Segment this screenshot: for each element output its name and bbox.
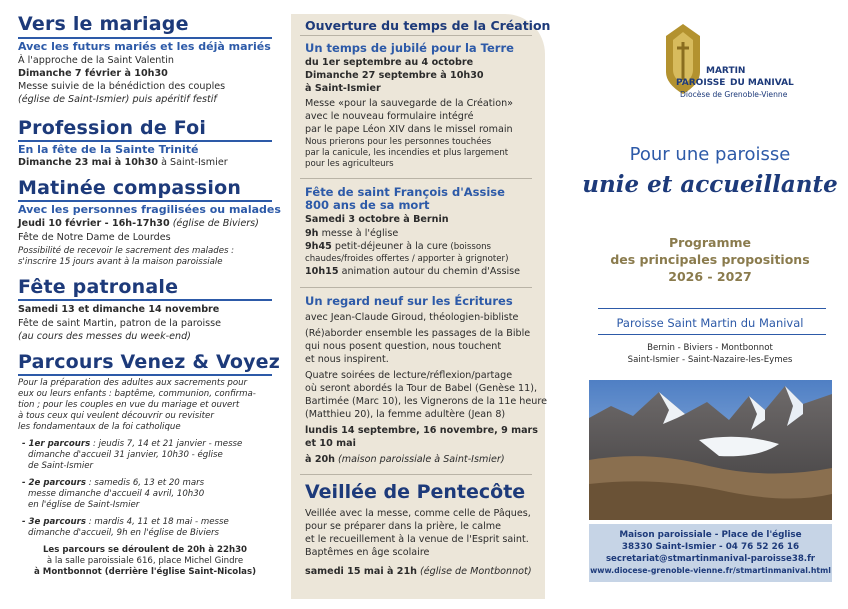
compassion-note: Possibilité de recevoir le sacrement des malades : xyxy=(18,246,235,256)
veillee-line: Baptêmes en âge scolaire xyxy=(305,547,430,558)
compassion-note: s'inscrire 15 jours avant à la maison paroissiale xyxy=(18,257,223,267)
francois-line: 10h15 animation autour du chemin d'Assise xyxy=(305,266,521,277)
parcours-intro: à tous ceux qui veulent découvrir ou revisiter xyxy=(18,411,214,421)
compassion-line: Fête de Notre Dame de Lourdes xyxy=(18,232,171,243)
patronale-date: Samedi 13 et dimanche 14 novembre xyxy=(18,304,220,315)
parcours-intro: Pour la préparation des adultes aux sacrements pour xyxy=(18,378,248,388)
parcours-3-line: dimanche d'accueil, 9h en l'église de Biviers xyxy=(28,528,220,538)
parcours-2-line: en l'église de Saint-Ismier xyxy=(28,500,140,510)
jubile-date: à Saint-Ismier xyxy=(305,83,381,94)
francois-date: Samedi 3 octobre à Bernin xyxy=(305,214,449,225)
ecritures-dates: et 10 mai xyxy=(305,438,356,449)
jubile-line: Messe «pour la sauvegarde de la Création» xyxy=(305,98,514,109)
veillee-line: Veillée avec la messe, comme celle de Pâques, xyxy=(305,508,531,519)
parcours-intro: les fondamentaux de la foi catholique xyxy=(18,422,181,432)
parcours-footer: à la salle paroissiale 616, place Michel Gindre xyxy=(46,556,244,566)
jubile-note: pour les agriculteurs xyxy=(305,159,394,169)
jubile-line: avec le nouveau formulaire intégré xyxy=(305,111,474,122)
ecritures-line: Quatre soirées de lecture/réflexion/partage xyxy=(305,370,513,381)
ecritures-line: Bartimée (Marc 10), les Vignerons de la 11e heure xyxy=(305,396,547,407)
parcours-1-line: dimanche d'accueil 31 janvier, 10h30 - église xyxy=(28,450,223,460)
patronale-line: Fête de saint Martin, patron de la paroisse xyxy=(18,318,222,329)
parcours-2: - 2e parcours : samedis 6, 13 et 20 mars xyxy=(22,478,205,488)
veillee-date: samedi 15 mai à 21h (église de Montbonnot) xyxy=(305,566,532,577)
mariage-subtitle: Avec les futurs mariés et les déjà mariés xyxy=(18,40,271,53)
jubile-date: Dimanche 27 septembre à 10h30 xyxy=(305,70,484,81)
contact-phone: 38330 Saint-Ismier - 04 76 52 26 16 xyxy=(621,542,800,552)
mariage-title: Vers le mariage xyxy=(18,13,189,35)
programme-line: Programme xyxy=(669,235,751,250)
ecritures-title: Un regard neuf sur les Écritures xyxy=(305,294,513,308)
divider xyxy=(598,334,826,335)
jubile-line: par le pape Léon XIV dans le missel romain xyxy=(305,124,513,135)
parcours-2-line: messe dimanche d'accueil 4 avril, 10h30 xyxy=(28,489,205,499)
parcours-intro: eux ou leurs enfants : baptême, communion, confirma- xyxy=(18,389,256,399)
foi-date: Dimanche 23 mai à 10h30 à Saint-Ismier xyxy=(18,157,228,168)
ecritures-line: et nous inspirent. xyxy=(305,354,389,365)
mariage-date: Dimanche 7 février à 10h30 xyxy=(18,68,168,79)
villages: Saint-Ismier - Saint-Nazaire-les-Eymes xyxy=(627,355,793,365)
tagline-2: unie et accueillante xyxy=(582,171,838,198)
jubile-note: par la canicule, les incendies et plus largement xyxy=(305,148,509,158)
logo-text: DU MANIVAL xyxy=(730,78,794,88)
ecritures-line: (Ré)aborder ensemble les passages de la Bible xyxy=(305,328,531,339)
contact-email[interactable]: secretariat@stmartinmanival-paroisse38.fr xyxy=(605,554,816,564)
contact-address: Maison paroissiale - Place de l'église xyxy=(619,530,802,540)
jubile-date: du 1er septembre au 4 octobre xyxy=(305,57,474,68)
patronale-line: (au cours des messes du week-end) xyxy=(18,331,191,342)
ecritures-line: (Matthieu 20), la femme adultère (Jean 8) xyxy=(305,409,506,420)
divider xyxy=(18,37,272,39)
francois-line: 9h messe à l'église xyxy=(305,228,399,239)
mariage-line: À l'approche de la Saint Valentin xyxy=(18,55,174,66)
veillee-line: et le recueillement à la venue de l'Esprit saint. xyxy=(305,534,529,545)
ecritures-dates: lundis 14 septembre, 16 novembre, 9 mars xyxy=(305,425,538,436)
divider xyxy=(300,287,532,288)
logo-text: PAROISSE xyxy=(676,78,726,88)
divider xyxy=(18,140,272,142)
divider xyxy=(18,299,272,301)
parcours-1-line: de Saint-Ismier xyxy=(28,461,94,471)
patronale-title: Fête patronale xyxy=(18,276,179,298)
mountain-photo xyxy=(589,380,832,520)
foi-subtitle: En la fête de la Sainte Trinité xyxy=(18,143,199,156)
francois-subtitle: 800 ans de sa mort xyxy=(305,198,430,212)
compassion-subtitle: Avec les personnes fragilisées ou malades xyxy=(18,203,281,216)
parcours-footer: à Montbonnot (derrière l'église Saint-Nicolas) xyxy=(33,567,257,577)
parish-name: Paroisse Saint Martin du Manival xyxy=(616,316,804,330)
parcours-title: Parcours Venez & Voyez xyxy=(18,351,281,373)
parcours-3: - 3e parcours : mardis 4, 11 et 18 mai - messe xyxy=(22,517,229,527)
tagline-1: Pour une paroisse xyxy=(629,144,791,165)
divider xyxy=(18,374,272,376)
villages: Bernin - Biviers - Montbonnot xyxy=(647,343,773,353)
foi-title: Profession de Foi xyxy=(18,117,207,139)
parcours-1: - 1er parcours : jeudis 7, 14 et 21 janvier - messe xyxy=(22,439,243,449)
mariage-line: Messe suivie de la bénédiction des couples xyxy=(18,81,226,92)
francois-title: Fête de saint François d'Assise xyxy=(305,185,505,199)
divider xyxy=(300,35,532,36)
ecritures-line: avec Jean-Claude Giroud, théologien-bibliste xyxy=(305,312,519,323)
francois-note: chaudes/froides offertes / apporter à grignoter) xyxy=(305,254,509,264)
programme-line: des principales propositions xyxy=(610,252,810,267)
ecritures-line: où seront abordés la Tour de Babel (Genèse 11), xyxy=(305,383,538,394)
compassion-date: Jeudi 10 février - 16h-17h30 (église de Biviers) xyxy=(18,218,259,229)
mariage-line: (église de Saint-Ismier) puis apéritif festif xyxy=(18,94,217,105)
ecritures-time: à 20h (maison paroissiale à Saint-Ismier) xyxy=(305,454,505,465)
jubile-note: Nous prierons pour les personnes touchées xyxy=(305,137,492,147)
creation-title: Ouverture du temps de la Création xyxy=(305,18,551,33)
divider xyxy=(300,474,532,475)
programme-year: 2026 - 2027 xyxy=(668,269,752,284)
veillee-title: Veillée de Pentecôte xyxy=(305,481,526,503)
divider xyxy=(598,308,826,309)
contact-website[interactable]: www.diocese-grenoble-vienne.fr/stmartinmanival.html xyxy=(590,566,831,575)
veillee-line: pour se préparer dans la prière, le calme xyxy=(305,521,502,532)
logo-diocese: Diocèse de Grenoble-Vienne xyxy=(680,90,788,99)
francois-line: 9h45 petit-déjeuner à la cure (boissons xyxy=(305,241,492,252)
parcours-footer: Les parcours se déroulent de 20h à 22h30 xyxy=(42,545,248,555)
divider xyxy=(300,178,532,179)
compassion-title: Matinée compassion xyxy=(18,177,242,199)
ecritures-line: qui nous posent question, nous touchent xyxy=(305,341,502,352)
logo-text: MARTIN xyxy=(706,66,746,76)
parcours-intro: tion ; pour les couples en vue du mariage et ouvert xyxy=(18,400,240,410)
jubile-title: Un temps de jubilé pour la Terre xyxy=(305,41,514,55)
divider xyxy=(18,200,272,202)
